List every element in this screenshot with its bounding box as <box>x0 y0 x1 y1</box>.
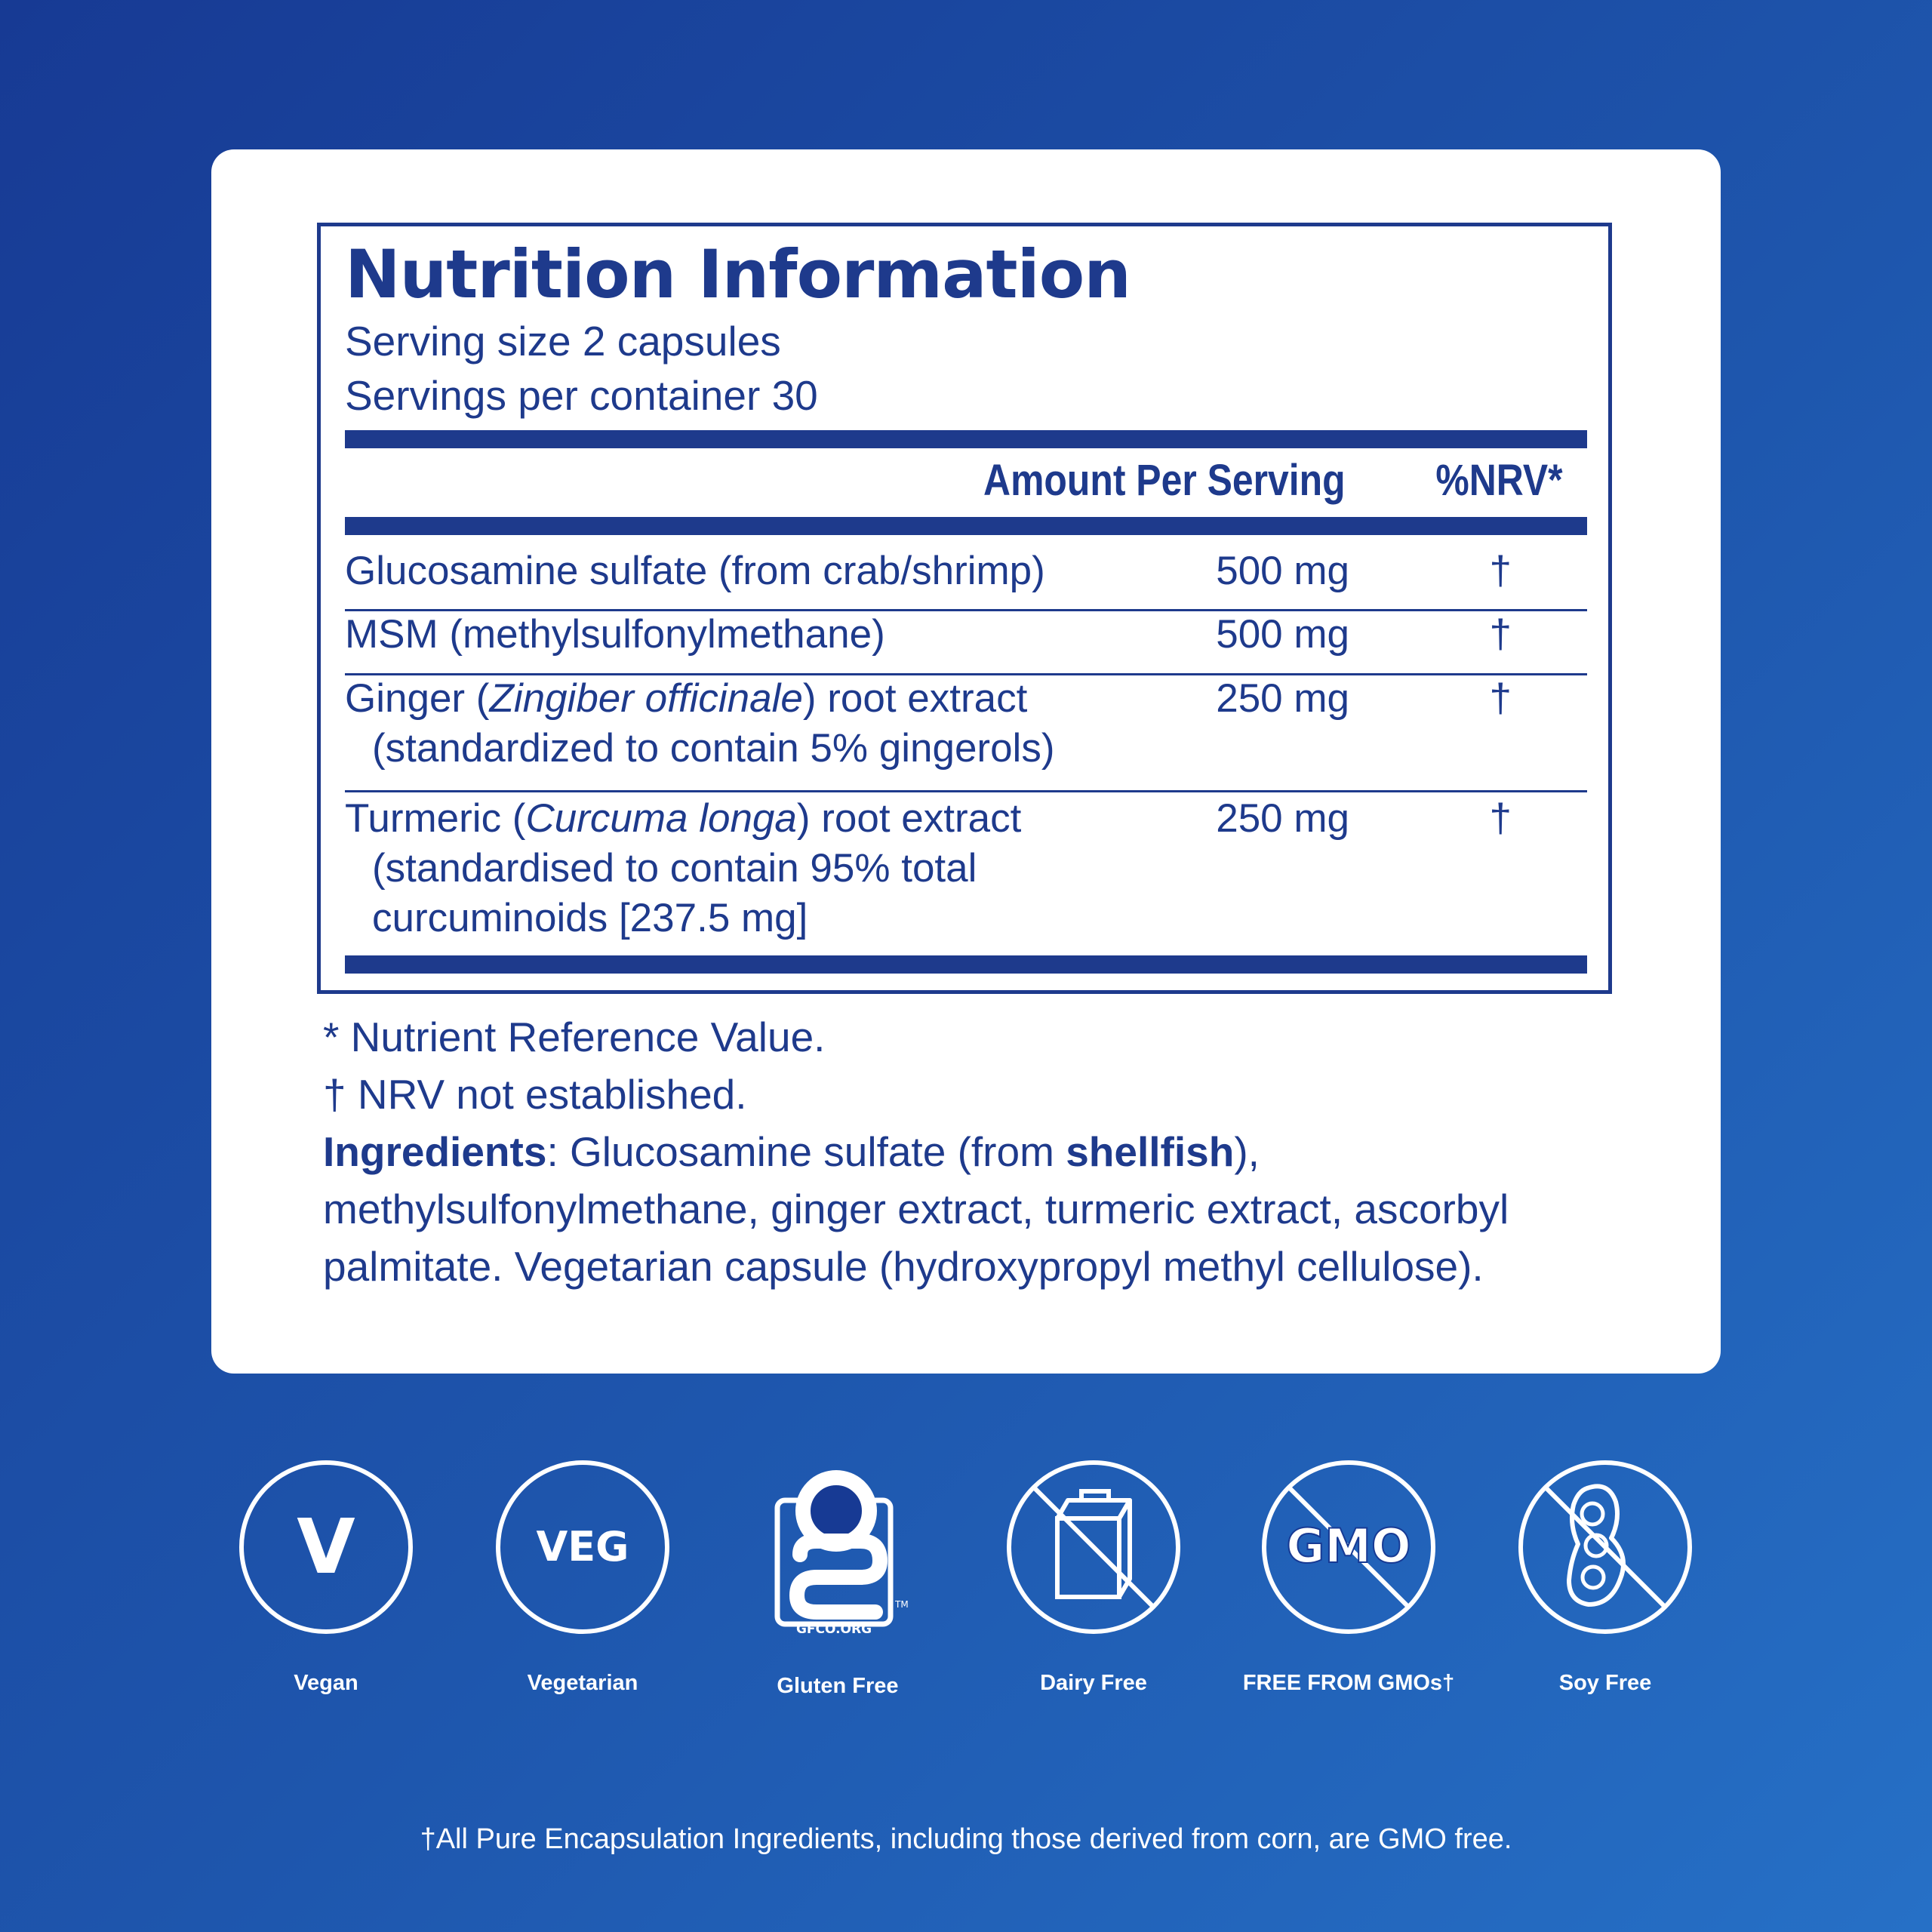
gfco-mark: GFCO.ORG <box>795 1622 872 1637</box>
dairy-free-label: Dairy Free <box>1040 1671 1147 1695</box>
vegan-label: Vegan <box>294 1671 358 1695</box>
ingredient-name-line: (standardised to contain 95% total <box>372 846 977 891</box>
dagger-footnote: † NRV not established. <box>323 1071 747 1118</box>
gmo-symbol: GMO <box>1286 1518 1411 1574</box>
vegetarian-label: Vegetarian <box>527 1671 638 1695</box>
ingredient-name-line: MSM (methylsulfonylmethane) <box>345 612 885 657</box>
header-amount-per-serving: Amount Per Serving <box>983 456 1346 505</box>
ingredient-name-line <box>345 794 1021 844</box>
ingredient-amount: 250 mg <box>1216 796 1349 841</box>
soy-free-badge <box>1515 1457 1696 1706</box>
ingredient-amount: 250 mg <box>1216 676 1349 721</box>
ingredients-text-start: : Glucosamine sulfate (from <box>546 1128 1066 1175</box>
gluten-free-badge <box>747 1457 928 1706</box>
ingredient-name-line <box>345 674 1054 724</box>
ingredient-name <box>345 546 1045 596</box>
milk-carton-icon <box>1003 1457 1184 1638</box>
vegan-symbol: V <box>297 1503 355 1591</box>
ingredient-nrv: † <box>1489 676 1512 721</box>
vegan-badge <box>235 1457 417 1706</box>
ingredients-text-end: ), methylsulfonylmethane, ginger extract, turmeric extract, ascorbyl palmitate. Vegetarian capsule (hydroxypropyl methyl cellulose). <box>323 1128 1509 1290</box>
nutrition-panel <box>317 223 1612 994</box>
soy-free-label: Soy Free <box>1558 1671 1652 1695</box>
gfco-trademark: TM <box>895 1599 909 1610</box>
gmo-free-label: FREE FROM GMOs† <box>1242 1671 1455 1695</box>
vegetarian-badge <box>492 1457 673 1706</box>
ingredient-name-line: curcuminoids [237.5 mg] <box>372 896 808 940</box>
ingredient-name-suffix: ) root extract <box>796 796 1022 841</box>
ingredient-name <box>345 610 885 660</box>
header-nrv: %NRV* <box>1435 456 1563 505</box>
ingredient-nrv: † <box>1489 612 1512 657</box>
nutrition-card <box>211 149 1721 1374</box>
ingredient-nrv: † <box>1489 796 1512 841</box>
ingredient-name <box>345 674 1054 774</box>
serving-size: Serving size 2 capsules <box>345 318 781 365</box>
ingredients-list <box>323 1123 1606 1295</box>
gmo-free-badge <box>1242 1457 1455 1706</box>
dairy-free-badge <box>1003 1457 1184 1706</box>
ingredient-amount: 500 mg <box>1216 612 1349 657</box>
ingredient-name-prefix: Turmeric ( <box>345 796 526 841</box>
ingredient-name-line: Glucosamine sulfate (from crab/shrimp) <box>345 549 1045 593</box>
ingredient-name-line: (standardized to contain 5% gingerols) <box>372 726 1055 771</box>
label-notes <box>323 1008 1606 1295</box>
ingredient-name-suffix: ) root extract <box>802 676 1028 721</box>
bottom-divider-bar <box>345 955 1587 974</box>
ingredient-latin-name: Curcuma longa <box>525 796 797 841</box>
allergen-highlight: shellfish <box>1066 1128 1235 1175</box>
vegetarian-icon <box>492 1457 673 1638</box>
gluten-free-label: Gluten Free <box>777 1674 899 1698</box>
panel-title: Nutrition Information <box>345 235 1131 313</box>
top-divider-bar <box>345 430 1587 448</box>
ingredient-name-prefix: Ginger ( <box>345 676 490 721</box>
row-divider <box>345 790 1587 792</box>
gfco-icon <box>747 1457 928 1638</box>
nrv-footnote: * Nutrient Reference Value. <box>323 1014 826 1060</box>
header-divider-bar <box>345 517 1587 535</box>
ingredient-name <box>345 794 1021 943</box>
ingredient-latin-name: Zingiber officinale <box>489 676 803 721</box>
no-gmo-icon <box>1258 1457 1439 1638</box>
dietary-badges <box>0 1457 1932 1713</box>
vegan-icon <box>235 1457 417 1638</box>
ingredient-amount: 500 mg <box>1216 549 1349 593</box>
ingredient-nrv: † <box>1489 549 1512 593</box>
gmo-footnote: †All Pure Encapsulation Ingredients, including those derived from corn, are GMO free. <box>420 1823 1512 1855</box>
vegetarian-symbol: VEG <box>536 1523 629 1571</box>
soybean-icon <box>1515 1457 1696 1638</box>
ingredients-label: Ingredients <box>323 1128 547 1175</box>
servings-per-container: Servings per container 30 <box>345 372 818 419</box>
